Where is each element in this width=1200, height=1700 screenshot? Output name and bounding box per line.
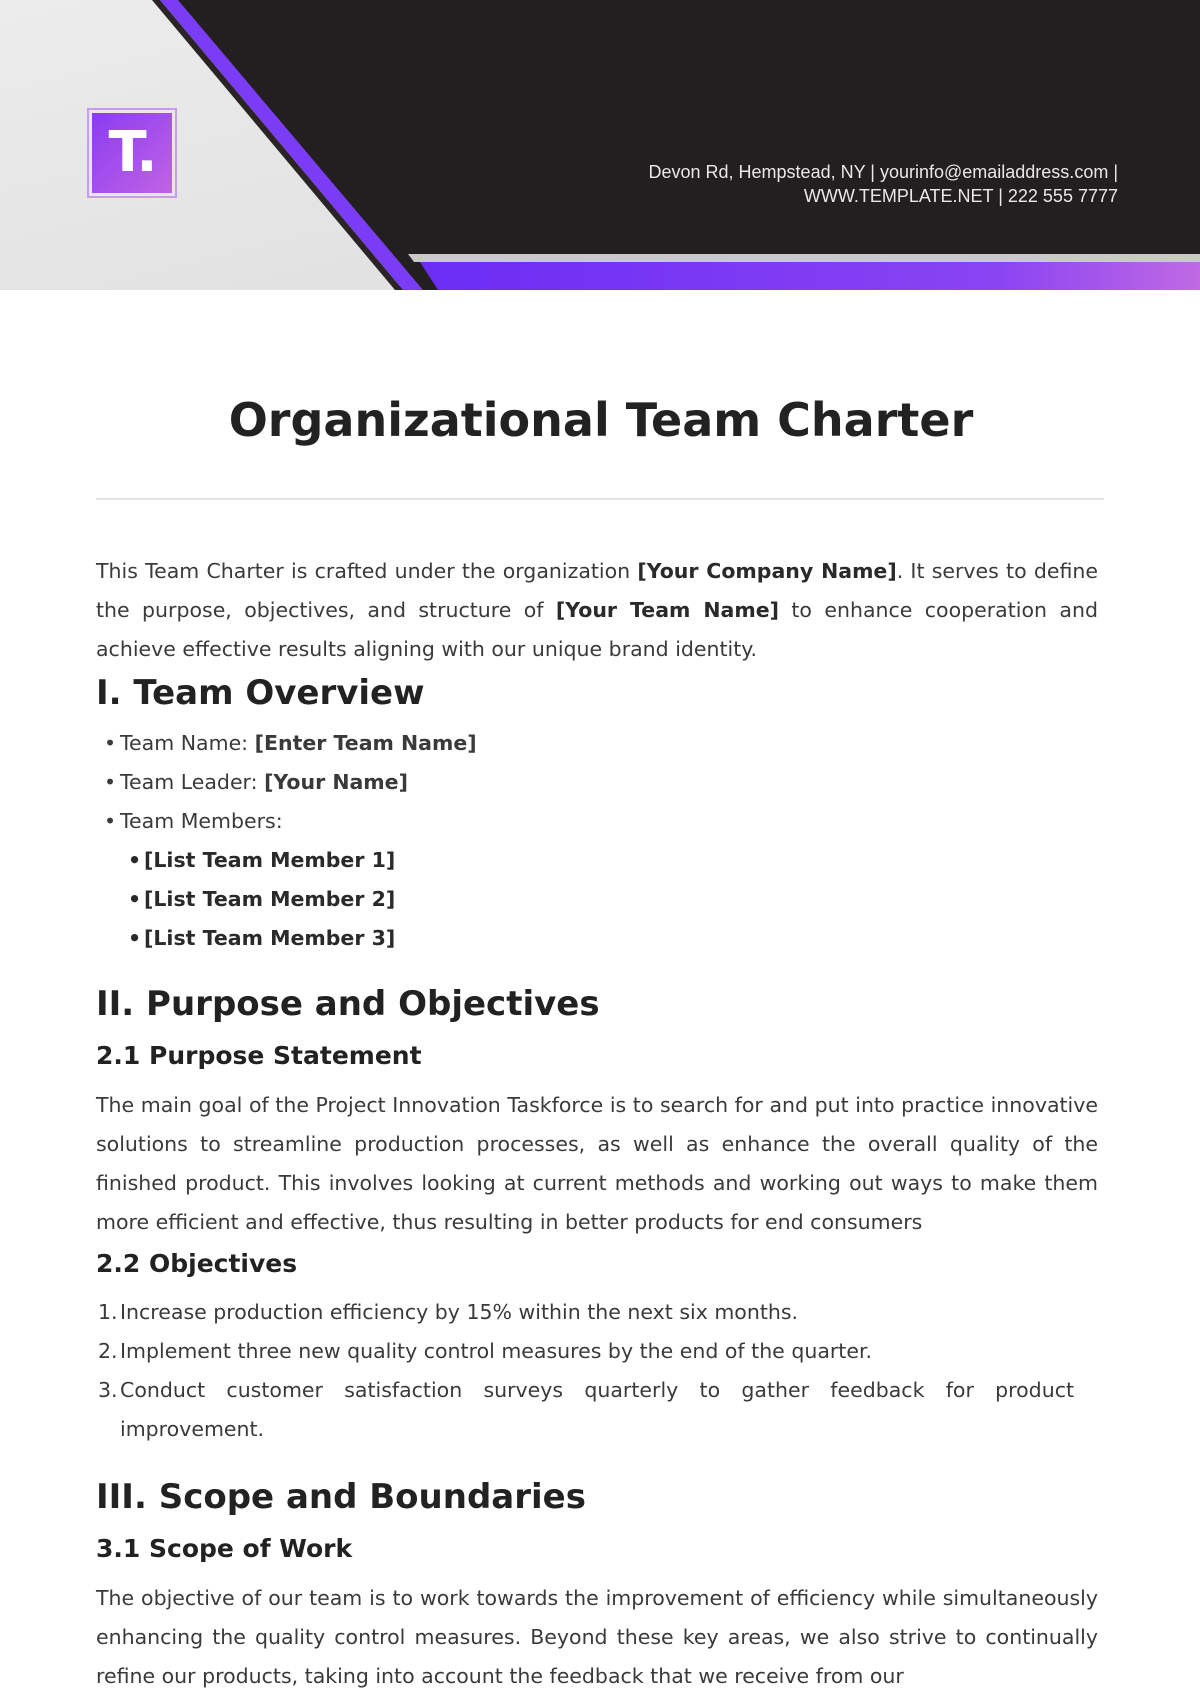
subheading-purpose-statement: 2.1 Purpose Statement [96, 1041, 422, 1070]
subheading-objectives: 2.2 Objectives [96, 1249, 298, 1278]
document-flow [96, 552, 1098, 1696]
company-logo [87, 108, 177, 198]
intro-text-3: to enhance cooperation and achieve effective results aligning with our unique brand identity. [96, 598, 1098, 661]
contact-info [558, 160, 1118, 208]
team-leader-value: [Your Name] [264, 770, 408, 794]
team-leader-label: Team Leader: [120, 770, 265, 794]
team-name-label: Team Name: [120, 731, 255, 755]
logo-mark: T. [92, 113, 172, 193]
page-title: Organizational Team Charter [228, 393, 974, 447]
list-item [96, 1332, 1074, 1371]
subheading-scope-of-work: 3.1 Scope of Work [96, 1534, 353, 1563]
contact-line-1: Devon Rd, Hempstead, NY | yourinfo@emailaddress.com | [648, 162, 1118, 182]
list-item-team-members: • Team Members: [96, 802, 1098, 841]
team-members-list [96, 841, 1098, 958]
intro-text-2: . It serves to define the purpose, objectives, and structure of [96, 559, 1098, 622]
objective-text: Implement three new quality control measures by the end of the quarter. [120, 1339, 873, 1363]
list-item: • [List Team Member 2] [96, 880, 1098, 919]
objective-text: Increase production efficiency by 15% within the next six months. [120, 1300, 799, 1324]
section-heading-purpose-objectives: II. Purpose and Objectives [96, 984, 600, 1024]
company-name-placeholder: [Your Company Name] [637, 559, 897, 583]
contact-line-2: WWW.TEMPLATE.NET | 222 555 7777 [803, 186, 1118, 206]
title-divider [96, 498, 1104, 500]
header-purple-band [400, 262, 1200, 290]
header-silver-strip [400, 254, 1200, 262]
list-item [96, 1371, 1074, 1449]
objectives-list [96, 1293, 1074, 1449]
scope-of-work-text: The objective of our team is to work towards the improvement of efficiency while simultaneously enhancing the quality control measures. Beyond these key areas, we also strive to continually refine our products, taking into account the feedback that we receive from our [96, 1586, 1098, 1688]
intro-paragraph [96, 552, 1098, 669]
list-item: • [List Team Member 1] [96, 841, 1098, 880]
objective-text: Conduct customer satisfaction surveys quarterly to gather feedback for product improvement. [120, 1378, 1074, 1441]
intro-text-1: This Team Charter is crafted under the organization [96, 559, 638, 583]
list-item: • [List Team Member 3] [96, 919, 1098, 958]
team-name-value: [Enter Team Name] [254, 731, 477, 755]
list-item-team-name [96, 724, 1098, 763]
list-number: 1. [98, 1300, 118, 1324]
list-number: 3. [98, 1378, 118, 1402]
list-item [96, 1293, 1074, 1332]
page-header [0, 0, 1200, 290]
section-heading-scope-boundaries: III. Scope and Boundaries [96, 1477, 586, 1517]
list-number: 2. [98, 1339, 118, 1363]
team-name-placeholder: [Your Team Name] [555, 598, 780, 622]
team-overview-list [96, 724, 1098, 841]
purpose-statement-text: The main goal of the Project Innovation Taskforce is to search for and put into practice innovative solutions to streamline production processes, as well as enhance the overall quality of the finished product. This involves looking at current methods and working out ways to make them more efficient and effective, thus resulting in better products for end consumers [96, 1093, 1098, 1234]
section-heading-team-overview: I. Team Overview [96, 673, 425, 713]
header-graphic [0, 0, 1200, 290]
list-item-team-leader [96, 763, 1098, 802]
